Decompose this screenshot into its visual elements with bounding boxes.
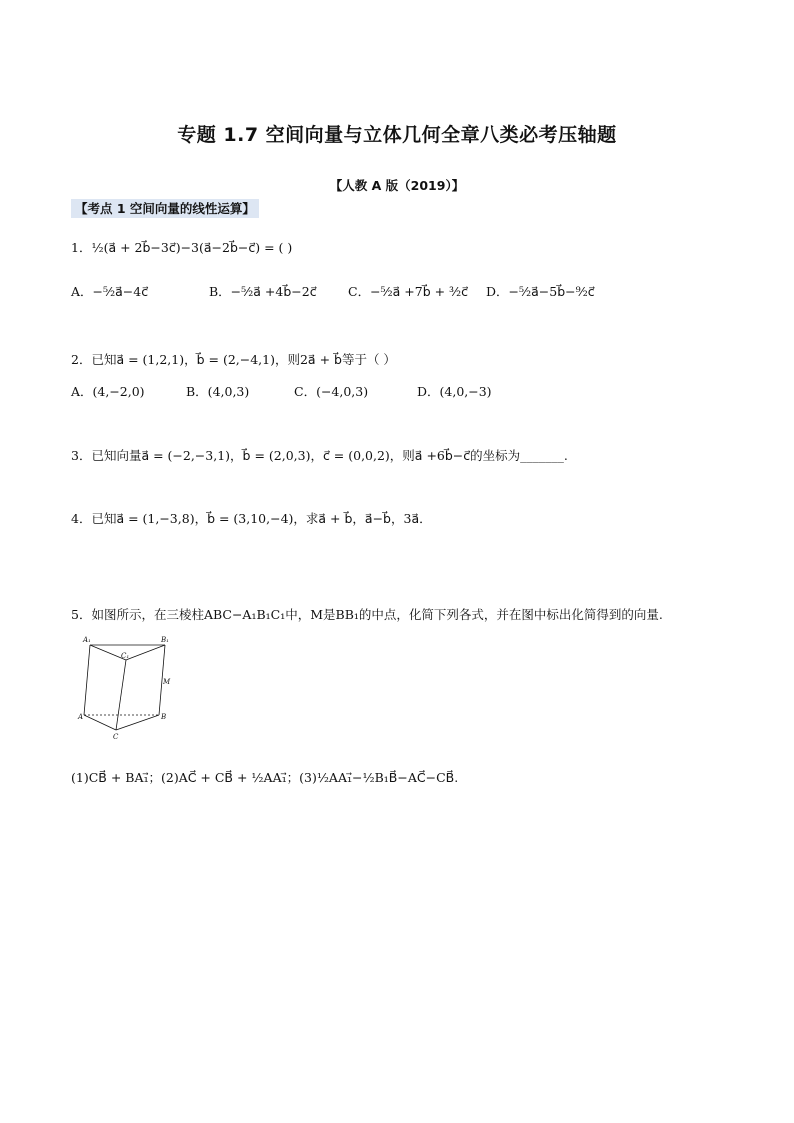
triangular-prism-diagram (74, 633, 184, 749)
label-a1: A₁ (83, 636, 91, 644)
q2-option-c: C．(−4,0,3) (294, 384, 369, 399)
q5-stem: 5．如图所示，在三棱柱ABC−A₁B₁C₁中，M是BB₁的中点，化简下列各式，并在图中标出化简得到的向量. (71, 607, 663, 622)
q2-option-b: B．(4,0,3) (186, 384, 250, 399)
q1-option-c: C．−⁵⁄₂a⃗ +7b⃗ + ³⁄₂c⃗ (348, 284, 469, 299)
q1-option-b: B．−⁵⁄₂a⃗ +4b⃗−2c⃗ (209, 284, 317, 299)
label-b: B (161, 713, 167, 721)
q2-option-d: D．(4,0,−3) (417, 384, 492, 399)
label-c1: C₁ (121, 652, 130, 660)
q1-option-d: D．−⁵⁄₂a⃗−5b⃗−⁹⁄₂c⃗ (486, 284, 595, 299)
label-b1: B₁ (161, 636, 169, 644)
q4-stem: 4．已知a⃗ = (1,−3,8)，b⃗ = (3,10,−4)，求a⃗ + b⃗，a⃗−b⃗，3a⃗． (71, 511, 432, 526)
q3-stem: 3．已知向量a⃗ = (−2,−3,1)，b⃗ = (2,0,3)，c⃗ = (0,0,2)，则a⃗ +6b⃗−c⃗的坐标为_______. (71, 448, 568, 463)
q1-stem: 1．½(a⃗ + 2b⃗−3c⃗)−3(a⃗−2b⃗−c⃗) = ( ) (71, 240, 293, 255)
q1-option-a: A．−⁵⁄₂a⃗−4c⃗ (71, 284, 149, 299)
edition-subtitle: 【人教 A 版（2019）】 (329, 178, 465, 193)
q2-stem: 2．已知a⃗ = (1,2,1)，b⃗ = (2,−4,1)，则2a⃗ + b⃗等于（ ） (71, 352, 396, 367)
label-a: A (78, 713, 84, 721)
q2-option-a: A．(4,−2,0) (71, 384, 145, 399)
label-c: C (113, 733, 119, 741)
q5-parts: (1)CB⃗ + BA₁⃗；(2)AC⃗ + CB⃗ + ½AA₁⃗；(3)½AA₁⃗−½B₁B⃗−AC⃗−CB⃗. (71, 770, 459, 785)
prism-figure (74, 633, 184, 749)
label-m: M (163, 678, 171, 686)
page-title: 专题 1.7 空间向量与立体几何全章八类必考压轴题 (177, 124, 617, 146)
section-banner: 【考点 1 空间向量的线性运算】 (71, 199, 259, 218)
